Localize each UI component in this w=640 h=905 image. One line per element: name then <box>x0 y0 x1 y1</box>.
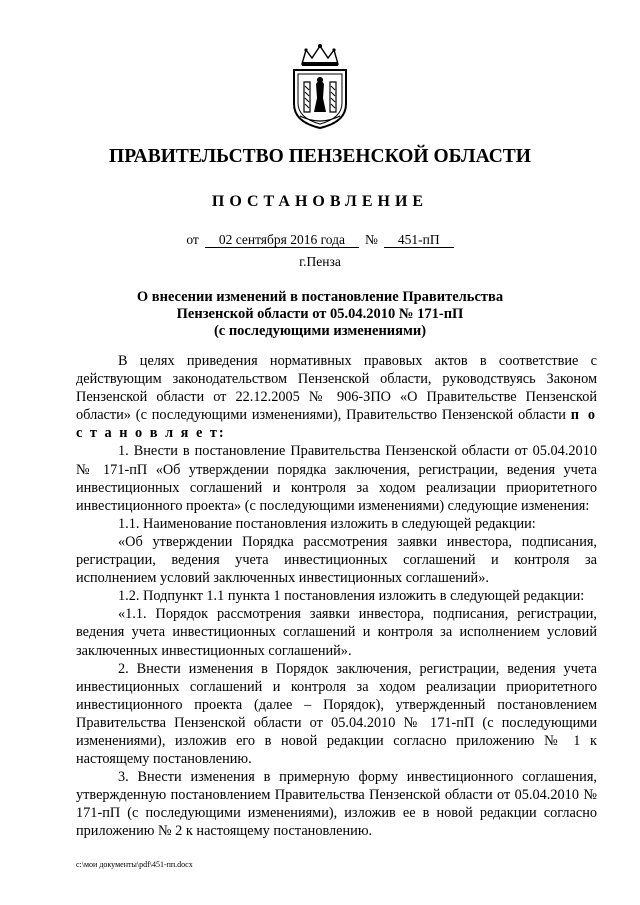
document-body <box>76 352 597 841</box>
subject-line-2: Пензенской области от 05.04.2010 № 171-пП <box>176 306 464 322</box>
paragraph-1-1: 1.1. Наименование постановления изложить в следующей редакции: <box>118 515 536 532</box>
decree-word: п о с т а н о в л я е т: <box>76 407 597 442</box>
city-name: г.Пенза <box>299 254 341 269</box>
document-date: 02 сентября 2016 года <box>205 233 359 248</box>
date-prefix: от <box>186 232 199 247</box>
penza-coat-of-arms-icon <box>288 42 352 130</box>
subject-line-3: (с последующими изменениями) <box>213 323 427 339</box>
paragraph-1: 1. Внести в постановление Правительства Пензенской области от 05.04.2010 № 171-пП «Об утверждении порядка заключения, регистрации, ведения учета инвестиционных соглашений и контроля за ходом реализации приоритетного инвестиционного проекта» (с последующими изменениями) следующие изменения: <box>76 443 597 514</box>
document-number: 451-пП <box>384 233 454 248</box>
intro-paragraph <box>76 352 597 442</box>
document-subject <box>0 289 640 340</box>
intro-text: В целях приведения нормативных правовых актов в соответствие с действующим законодательством Пензенской области, руководствуясь Законом Пензенской области от 22.12.2005 № 906-ЗПО «О Правительстве Пензенской области» (с последующими изменениями), Правительство Пензенской области <box>76 353 597 424</box>
paragraph-2: 2. Внести изменения в Порядок заключения, регистрации, ведения учета инвестиционных соглашений и контроля за ходом реализации приоритетного инвестиционного проекта (далее – Порядок), утвержденный постановлением Правительства Пензенской области от 05.04.2010 № 171-пП (с последующими изменениями), изложив его в новой редакции согласно приложению № 1 к настоящему постановлению. <box>76 660 597 768</box>
paragraph-1-2: 1.2. Подпункт 1.1 пункта 1 постановления изложить в следующей редакции: <box>118 588 585 605</box>
government-title: ПРАВИТЕЛЬСТВО ПЕНЗЕНСКОЙ ОБЛАСТИ <box>109 146 531 167</box>
document-type-title: ПОСТАНОВЛЕНИЕ <box>211 193 429 210</box>
file-path-footer: c:\мои документы\pdf\451-пп.docx <box>76 860 193 869</box>
paragraph-3: 3. Внести изменения в примерную форму инвестиционного соглашения, утвержденную постановлением Правительства Пензенской области от 05.04.2010 № 171-пП (с последующими изменениями), изложив ее в новой редакции согласно приложению № 2 к настоящему постановлению. <box>76 769 597 840</box>
paragraph-1-2-quote: «1.1. Порядок рассмотрения заявки инвестора, подписания, регистрации, ведения учета инвестиционных соглашений и контроля за исполнением условий заключенных инвестиционных соглашений». <box>76 606 597 659</box>
paragraph-1-1-quote: «Об утверждении Порядка рассмотрения заявки инвестора, подписания, регистрации, ведения учета инвестиционных соглашений и контроля за исполнением условий заключенных инвестиционных соглашений». <box>76 533 597 587</box>
subject-line-1: О внесении изменений в постановление Правительства <box>136 289 504 305</box>
date-number-line <box>0 232 640 248</box>
number-sign: № <box>365 232 378 247</box>
